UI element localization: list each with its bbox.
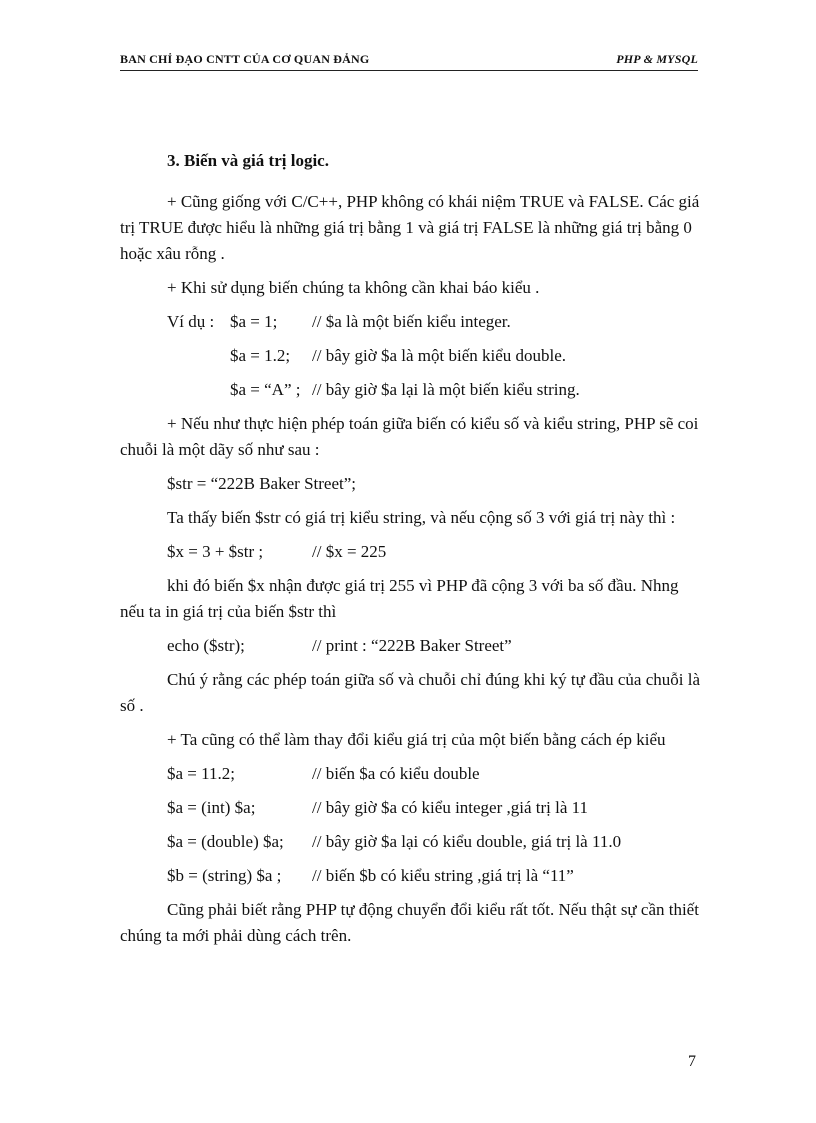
code-comment: // $x = 225	[312, 542, 387, 561]
cast-line-1	[167, 761, 700, 787]
code-text: $a = 11.2;	[167, 764, 235, 783]
paragraph-note: Chú ý rằng các phép toán giữa số và chuỗi chỉ đúng khi ký tự đầu của chuỗi là số .	[120, 670, 701, 715]
paragraph-string-conversion: + Nếu như thực hiện phép toán giữa biến có kiểu số và kiểu string, PHP sẽ coi chuỗi là một dãy số như sau :	[120, 414, 699, 459]
cast-line-3	[167, 829, 700, 855]
page-header	[120, 52, 698, 71]
code-comment: // bây giờ $a là một biến kiểu double.	[312, 346, 567, 365]
code-text: $a = (int) $a;	[167, 798, 256, 817]
code-comment: // biến $a có kiểu double	[312, 764, 480, 783]
paragraph-true-false: + Cũng giống với C/C++, PHP không có khái niệm TRUE và FALSE. Các giá trị TRUE được hiểu là những giá trị bằng 1 và giá trị FALSE là những giá trị bằng 0 hoặc xâu rỗng .	[120, 192, 700, 263]
cast-line-2	[167, 795, 700, 821]
code-comment: // bây giờ $a lại là một biến kiểu string.	[312, 380, 580, 399]
echo-code-line	[167, 633, 700, 659]
example-line-2	[230, 343, 700, 369]
section-title: 3. Biến và giá trị logic.	[167, 151, 329, 170]
code-comment: // bây giờ $a có kiểu integer ,giá trị là 11	[312, 798, 589, 817]
paragraph-str-value: Ta thấy biến $str có giá trị kiểu string, và nếu cộng số 3 với giá trị này thì :	[167, 508, 676, 527]
code-comment: // print : “222B Baker Street”	[312, 636, 512, 655]
page-content	[120, 148, 700, 957]
example-line-3	[230, 377, 700, 403]
code-text: $a = 1;	[230, 312, 278, 331]
code-text: $str = “222B Baker Street”;	[167, 474, 356, 493]
example-line-1	[167, 309, 700, 335]
code-text: $a = 1.2;	[230, 346, 291, 365]
code-comment: // biến $b có kiểu string ,giá trị là “11”	[312, 866, 574, 885]
paragraph-x-result: khi đó biến $x nhận được giá trị 255 vì PHP đã cộng 3 với ba số đầu. Nhng nếu ta in giá trị của biến $str thì	[120, 576, 679, 621]
paragraph-auto-conversion: Cũng phải biết rằng PHP tự động chuyển đổi kiểu rất tốt. Nếu thật sự cần thiết chúng ta mới phải dùng cách trên.	[120, 900, 699, 945]
code-text: echo ($str);	[167, 636, 245, 655]
cast-line-4	[167, 863, 700, 889]
code-comment: // $a là một biến kiểu integer.	[312, 312, 511, 331]
code-text: $a = (double) $a;	[167, 832, 284, 851]
code-comment: // bây giờ $a lại có kiểu double, giá trị là 11.0	[312, 832, 622, 851]
page-number: 7	[688, 1053, 696, 1070]
paragraph-casting: + Ta cũng có thể làm thay đổi kiểu giá trị của một biến bằng cách ép kiểu	[167, 730, 666, 749]
str-code-line	[167, 471, 700, 497]
x-code-line	[167, 539, 700, 565]
code-text: $a = “A” ;	[230, 380, 301, 399]
header-right-title: PHP & MYSQL	[616, 52, 698, 66]
paragraph-no-declare: + Khi sử dụng biến chúng ta không cần khai báo kiểu .	[167, 278, 540, 297]
code-text: $b = (string) $a ;	[167, 866, 282, 885]
code-text: $x = 3 + $str ;	[167, 542, 264, 561]
example-label: Ví dụ :	[167, 312, 215, 331]
header-left-title: BAN CHỈ ĐẠO CNTT CỦA CƠ QUAN ĐẢNG	[120, 52, 370, 66]
